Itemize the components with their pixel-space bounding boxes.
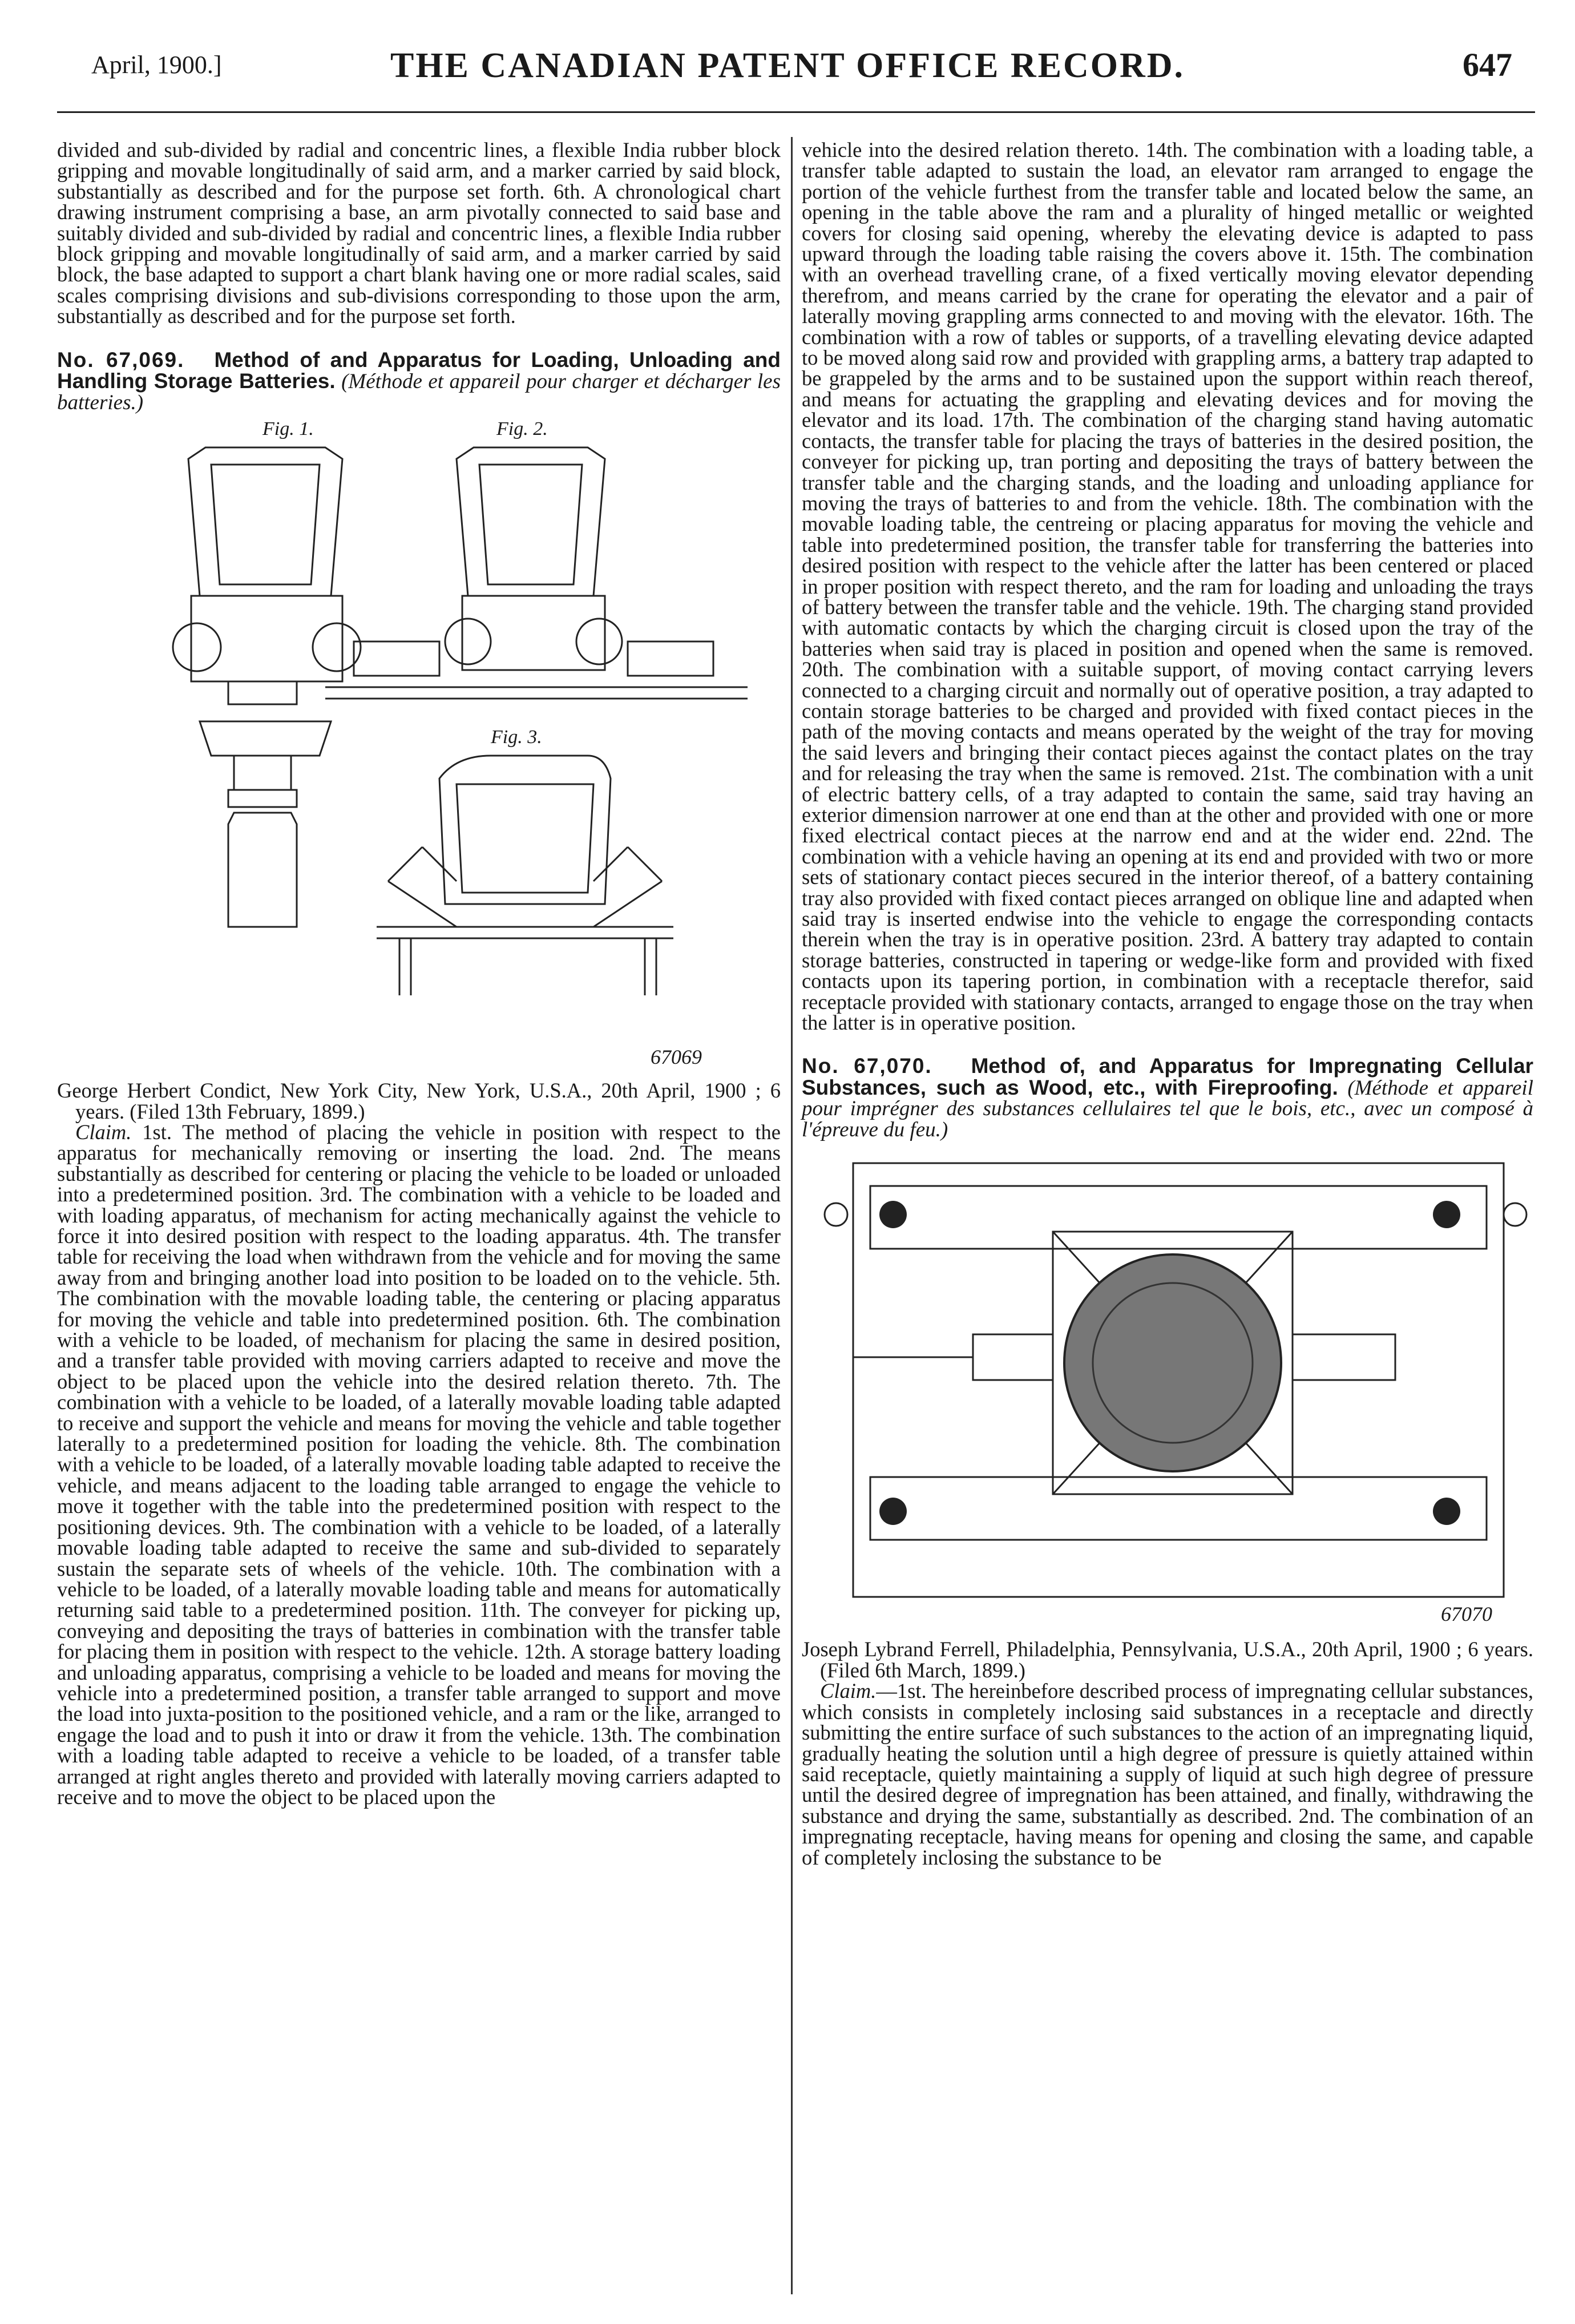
- patent-number: No. 67,070.: [802, 1054, 932, 1078]
- patent-title: Method of, and Apparatus for Impregnating Cellular Substances, such as Wood, etc., with Fireproofing.: [802, 1054, 1533, 1099]
- battery-loading-drawing: [57, 413, 781, 1072]
- header-rule: [57, 111, 1535, 113]
- right-column: [802, 140, 1533, 1868]
- column-divider: [791, 137, 793, 2294]
- inventor-67069: George Herbert Condict, New York City, New York, U.S.A., 20th April, 1900 ; 6 years. (Filed 13th February, 1899.): [57, 1079, 781, 1123]
- claims-text: 1st. The method of placing the vehicle in position with respect to the apparatus for mechanically removing or inserting the load. 2nd. The means substantially as described for centering or placing the vehicle to be loaded or unloaded into a predetermined position. 3rd. The combination with a vehicle to be loaded and with loading apparatus, of mechanism for acting mechanically against the vehicle to force it into desired position with respect to the loading apparatus. 4th. The transfer table for receiving the load when withdrawn from the vehicle and for moving the same away from and bringing another load into position to be loaded on to the vehicle. 5th. The combination with the movable loading table, the centering or placing apparatus for moving the vehicle and table into predetermined position. 6th. The combination with a vehicle to be loaded, of mechanism for placing the same in desired position, and a transfer table provided with moving carriers adapted to receive and move the object to be placed upon the vehicle into the desired relation thereto. 7th. The combination with a vehicle to be loaded, of a laterally movable loading table adapted to receive and support the vehicle and means for moving the vehicle and table together laterally to a predetermined position for loading the vehicle. 8th. The combination with a vehicle to be loaded, of a laterally movable loading table adapted to receive the vehicle, and means adjacent to the loading table arranged to engage the vehicle to move it together with the table into the predetermined position with respect to the positioning devices. 9th. The combination with a vehicle to be loaded, of a laterally movable loading table adapted to receive the same and sub-divided to separately sustain the separate sets of wheels of the vehicle. 10th. The combination with a vehicle to be loaded, of a laterally movable loading table and means for automatically returning said table to a predetermined position. 11th. The conveyer for picking up, conveying and depositing the trays of batteries in combination with the transfer table for placing them in position with respect to the vehicle. 12th. A storage battery loading and unloading apparatus, comprising a vehicle to be loaded and means for moving the vehicle into a predetermined position, a transfer table arranged to support and move the load into juxta-position to the positioned vehicle, and a ram or the like, arranged to engage the load and to push it into or draw it from the vehicle. 13th. The combination with a loading table adapted to receive a vehicle to be loaded, of a transfer table arranged at right angles thereto and provided with laterally moving carriers adapted to receive and to move the object to be placed upon the: [57, 1120, 781, 1809]
- patent-figure-67070: [802, 1140, 1533, 1631]
- claim-lead: Claim.: [75, 1120, 132, 1144]
- continued-claims-text: divided and sub-divided by radial and concentric lines, a flexible India rubber block gripping and movable longitudinally of said arm, and a marker carried by said block, substantially as described and for the purpose set forth. 6th. A chronological chart drawing instrument comprising a base, an arm pivotally connected to said base and suitably divided and sub-divided by radial and concentric lines, a flexible India rubber block gripping and movable longitudinally of said arm, and a marker carried by said block, the base adapted to support a chart blank having one or more radial scales, said scales comprising divisions and sub-divisions corresponding to those upon the arm, substantially as described and for the purpose set forth.: [57, 138, 781, 328]
- claim-lead: Claim.: [820, 1679, 877, 1703]
- patent-french-title: (Méthode et appareil pour imprégner des substances cellulaires tel que le bois, etc., avec un composé à l'épreuve du feu.): [802, 1076, 1533, 1141]
- claims-67069-part1: [57, 1122, 781, 1807]
- page-header: [0, 0, 1575, 108]
- patent-title: Method of and Apparatus for Loading, Unloading and Handling Storage Batteries.: [57, 348, 781, 393]
- figure-label-2: Fig. 2.: [496, 418, 548, 440]
- figure-label-1: Fig. 1.: [262, 418, 314, 440]
- impregnating-apparatus-drawing: [802, 1140, 1533, 1631]
- claims-67069-part2: vehicle into the desired relation thereto. 14th. The combination with a loading table, a transfer table adapted to sustain the load, an elevator ram arranged to engage the portion of the vehicle furthest from the transfer table and located below the same, an opening in the table above the ram and a plurality of hinged metallic or weighted covers for closing said opening, whereby the elevating device is adapted to pass upward through the loading table raising the covers above it. 15th. The combination with an overhead travelling crane, of a fixed vertically moving elevator depending therefrom, and means carried by the crane for operating the elevator and a pair of laterally moving grappling arms connected to and moving with the elevator. 16th. The combination with a row of tables or supports, of a travelling elevating device adapted to be moved along said row and provided with grappling arms, a battery trap adapted to be grappeled by the arms and to be sustained upon the support within reach thereof, and means for actuating the grappling and elevating devices and for moving the elevator and its load. 17th. The combination of the charging stand having automatic contacts, the transfer table for placing the trays of batteries in the desired position, the conveyer for picking up, tran porting and depositing the trays of battery between the transfer table and the charging stands, and the loading and unloading appliance for moving the trays of batteries to and from the vehicle. 18th. The combination with the movable loading table, the centreing or placing apparatus for moving the vehicle and table into predetermined position, the transfer table for transferring the batteries into desired position with respect to the vehicle after the latter has been centered or placed in proper position with respect thereto, and the ram for loading and unloading the trays of battery between the transfer table and the vehicle. 19th. The charging stand provided with automatic contacts by which the charging circuit is closed upon the tray of the batteries when said tray is placed in position and opened when the same is removed. 20th. The combination with a suitable support, of moving contact carrying levers connected to a charging circuit and normally out of operative position, a tray adapted to contain storage batteries to be charged and provided with fixed contact pieces in the path of the moving contacts and means operated by the weight of the tray for moving the said levers and bringing their contact pieces against the contact plates on the tray and for releasing the tray when the same is removed. 21st. The combination with a unit of electric battery cells, of a tray adapted to contain the same, said tray having an exterior dimension narrower at one end than at the other and provided with one or more fixed electrical contact pieces at the narrow end and at the wider end. 22nd. The combination with a vehicle having an opening at its end and provided with two or more sets of stationary contact pieces secured in the interior thereof, of a battery containing tray also provided with fixed contact pieces arranged on oblique line and adapted when said tray is inserted endwise into the vehicle to engage the corresponding contacts therein when the tray is in operative position. 23rd. A battery tray adapted to contain storage batteries, constructed in tapering or wedge-like form and provided with fixed contacts upon its tapering portion, in combination with a receptacle therefor, said receptacle provided with stationary contacts, arranged to engage those on the tray when the latter is in operative position.: [802, 138, 1533, 1035]
- patent-heading-67069: [57, 350, 781, 414]
- figure-number: 67070: [1441, 1603, 1492, 1626]
- figure-number: 67069: [651, 1046, 702, 1069]
- patent-heading-67070: [802, 1056, 1533, 1140]
- page-number: 647: [1463, 46, 1512, 83]
- publication-title: THE CANADIAN PATENT OFFICE RECORD.: [390, 46, 1185, 85]
- patent-number: No. 67,069.: [57, 348, 185, 372]
- impregnating-receptacle: [1064, 1254, 1281, 1471]
- patent-french-title: (Méthode et appareil pour charger et décharger les batteries.): [57, 370, 781, 414]
- claims-text: —1st. The hereinbefore described process of impregnating cellular substances, which consists in completely inclosing said substances in a receptacle and directly submitting the entire surface of such substances to the action of an impregnating liquid, gradually heating the solution until a high degree of pressure is quietly attained within said receptacle, quietly maintaining a supply of liquid at such high degree of pressure until the desired degree of impregnation has been attained, and finally, withdrawing the substance and drying the same, substantially as described. 2nd. The combination of an impregnating receptacle, having means for opening and closing the same, and capable of completely inclosing the substance to be: [802, 1679, 1533, 1869]
- claims-67070: [802, 1681, 1533, 1868]
- inventor-67070: Joseph Lybrand Ferrell, Philadelphia, Pennsylvania, U.S.A., 20th April, 1900 ; 6 years. (Filed 6th March, 1899.): [802, 1637, 1533, 1682]
- figure-label-3: Fig. 3.: [491, 727, 542, 748]
- left-column: [57, 140, 781, 1807]
- issue-date: April, 1900.]: [91, 51, 222, 79]
- patent-figure-67069: [57, 413, 781, 1072]
